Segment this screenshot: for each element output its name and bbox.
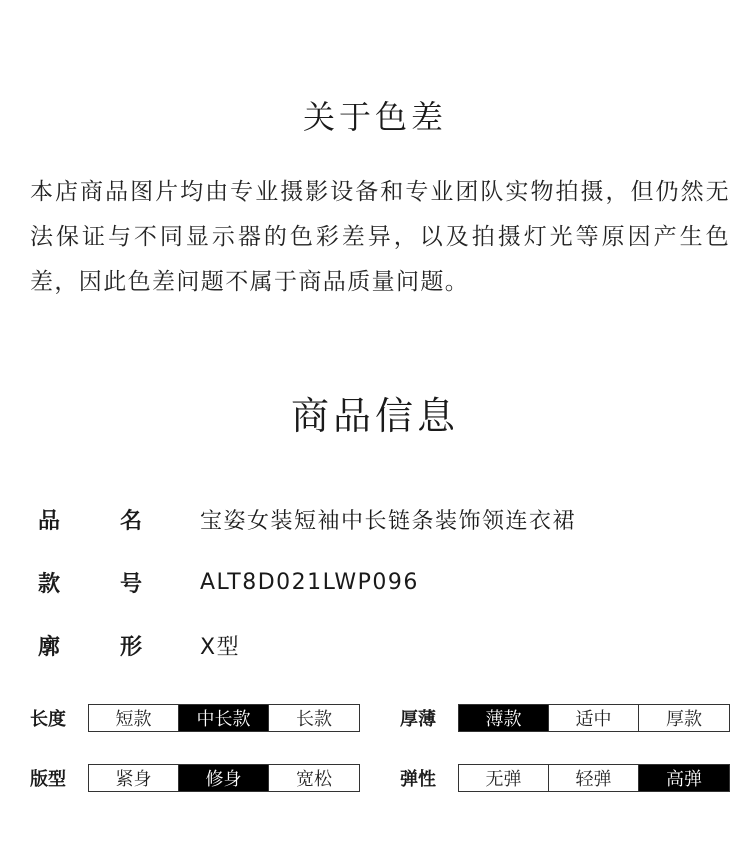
spec-label [38,567,200,598]
option-group-thickness [400,704,730,732]
option-boxes-length [88,704,360,732]
spec-row-style-code [38,565,419,599]
option-boxes-fit [88,764,360,792]
option-title-thickness: 厚薄 [400,709,436,730]
option-elastic-light: 轻弹 [549,765,639,791]
option-group-elasticity [400,764,730,792]
option-elastic-high: 高弹 [639,765,729,791]
spec-value-silhouette: X型 [200,634,241,660]
option-fit-tight: 紧身 [89,765,179,791]
spec-row-product-name [38,502,576,536]
color-difference-text: 本店商品图片均由专业摄影设备和专业团队实物拍摄，但仍然无法保证与不同显示器的色彩差异，以及拍摄灯光等原因产生色差，因此色差问题不属于商品质量问题。 [30,179,730,295]
spec-label-char: 形 [119,634,142,660]
option-title-fit: 版型 [30,769,66,790]
spec-label-char: 款 [38,571,61,597]
option-title-elasticity: 弹性 [400,769,436,790]
product-info-title: 商品信息 [290,394,459,438]
spec-label-char: 品 [38,508,61,534]
option-group-length [30,704,360,732]
option-thickness-medium: 适中 [549,705,639,731]
option-length-mid: 中长款 [179,705,269,731]
option-length-long: 长款 [269,705,359,731]
spec-label-char: 名 [119,508,142,534]
spec-label-char: 号 [119,571,142,597]
option-boxes-elasticity [458,764,730,792]
option-length-short: 短款 [89,705,179,731]
color-difference-title: 关于色差 [302,98,447,136]
spec-value-product-name: 宝姿女装短袖中长链条装饰领连衣裙 [200,508,577,534]
spec-label [38,630,200,661]
spec-label [38,504,200,535]
option-thickness-thick: 厚款 [639,705,729,731]
spec-label-char: 廓 [38,634,61,660]
option-boxes-thickness [458,704,730,732]
option-group-fit [30,764,360,792]
option-fit-loose: 宽松 [269,765,359,791]
option-thickness-thin: 薄款 [459,705,549,731]
spec-row-silhouette [38,628,240,662]
option-fit-slim: 修身 [179,765,269,791]
spec-value-style-code: ALT8D021LWP096 [200,569,419,595]
option-elastic-none: 无弹 [459,765,549,791]
option-title-length: 长度 [30,709,66,730]
